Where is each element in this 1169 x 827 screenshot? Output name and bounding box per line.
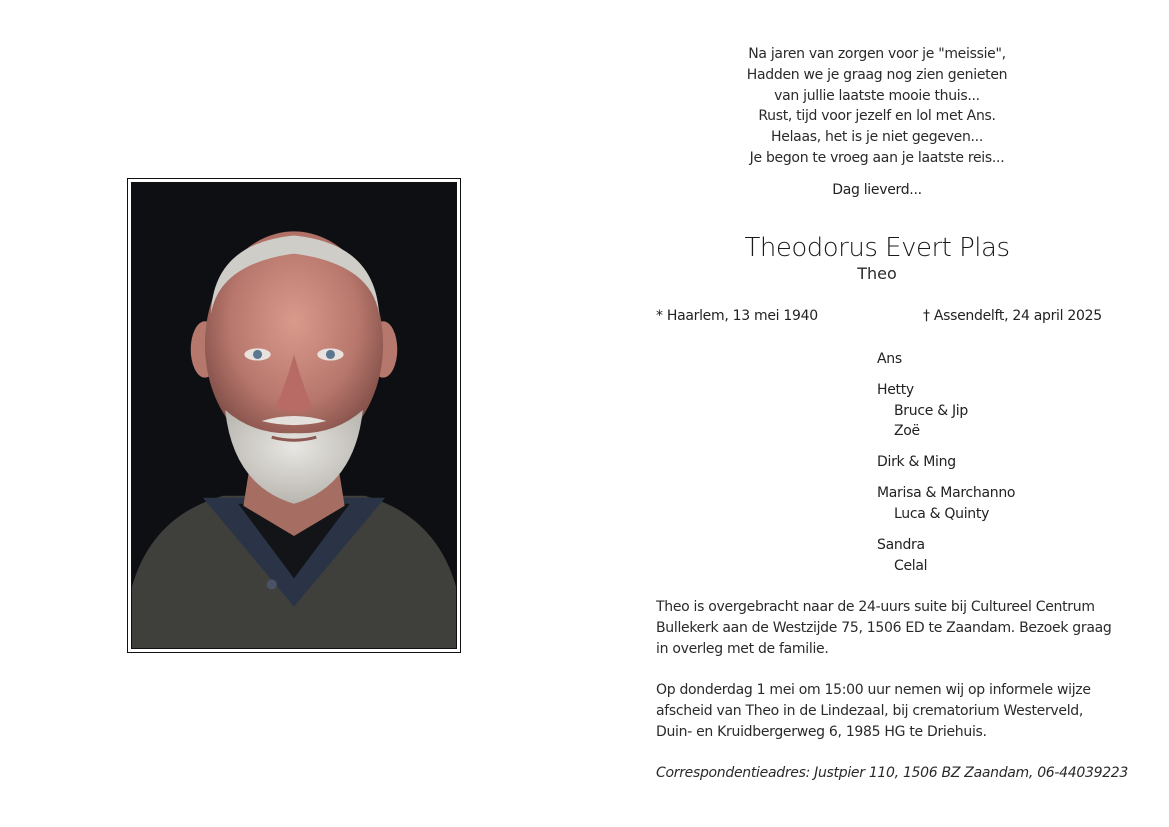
deceased-full-name: Theodorus Evert Plas — [744, 233, 1010, 263]
family-group — [877, 535, 1015, 576]
paragraph-line: in overleg met de familie. — [656, 640, 829, 657]
family-group — [877, 483, 1015, 524]
family-list — [877, 349, 1015, 587]
family-name: Marisa & Marchanno — [877, 485, 1016, 502]
family-name: Sandra — [877, 537, 925, 554]
family-member: Zoë — [894, 423, 920, 440]
paragraph-line: Bullekerk aan de Westzijde 75, 1506 ED te Zaandam. Bezoek graag — [656, 619, 1112, 636]
deceased-nickname: Theo — [857, 264, 897, 283]
death-info: † Assendelft, 24 april 2025 — [923, 308, 1102, 324]
family-name: Hetty — [877, 382, 914, 399]
poem-line: Je begon te vroeg aan je laatste reis... — [749, 149, 1005, 166]
paragraph-line: Theo is overgebracht naar de 24-uurs suite bij Cultureel Centrum — [656, 599, 1095, 615]
family-member: Bruce & Jip — [894, 402, 968, 419]
poem-line: van jullie laatste mooie thuis... — [774, 87, 980, 104]
family-group — [877, 380, 1015, 442]
portrait-illustration — [132, 183, 456, 648]
family-member: Luca & Quinty — [894, 506, 990, 523]
paragraph-line: Op donderdag 1 mei om 15:00 uur nemen wij op informele wijze — [656, 682, 1091, 698]
family-group — [877, 349, 1015, 370]
paragraph-line: afscheid van Theo in de Lindezaal, bij crematorium Westerveld, — [656, 702, 1084, 719]
viewing-paragraph — [656, 597, 1112, 659]
poem-line: Rust, tijd voor jezelf en lol met Ans. — [758, 108, 996, 125]
farewell-text: Dag lieverd... — [832, 182, 922, 198]
poem-line: Hadden we je graag nog zien genieten — [746, 66, 1008, 83]
ceremony-paragraph — [656, 680, 1096, 742]
birth-info: * Haarlem, 13 mei 1940 — [656, 308, 818, 324]
correspondence-address: Correspondentieadres: Justpier 110, 1506 BZ Zaandam, 06-44039223 — [656, 765, 1129, 781]
portrait-frame — [127, 178, 461, 653]
portrait-photo — [131, 182, 457, 649]
family-name: Ans — [877, 351, 902, 367]
poem-line: Na jaren van zorgen voor je "meissie", — [748, 46, 1006, 62]
poem — [690, 44, 1064, 169]
poem-line: Helaas, het is je niet gegeven... — [771, 129, 983, 146]
family-member: Celal — [894, 557, 928, 574]
family-name: Dirk & Ming — [877, 454, 956, 471]
family-group — [877, 452, 1015, 473]
paragraph-line: Duin- en Kruidbergerweg 6, 1985 HG te Driehuis. — [656, 723, 987, 740]
